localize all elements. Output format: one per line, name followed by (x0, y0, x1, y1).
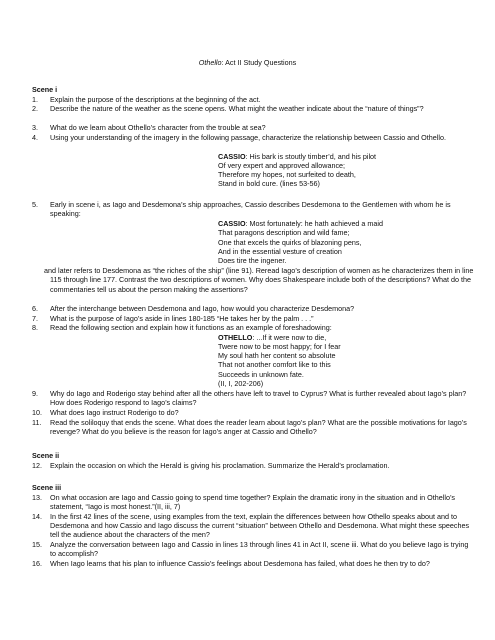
quote-line: Does tire the ingener. (218, 256, 287, 266)
question-number: 6. (32, 304, 38, 313)
quote-speaker: CASSIO (218, 219, 246, 228)
question-text: Read the soliloquy that ends the scene. What does the reader learn about Iago’s plan? What are the possible motivations for Iago’s revenge? What do you believe is the reason for Iago’s anger at Cassio and Othello? (50, 417, 467, 436)
question-number: 10. (32, 408, 42, 417)
question-2 (32, 104, 472, 113)
scene-ii-heading: Scene ii (32, 451, 60, 460)
question-text: What is the purpose of Iago’s aside in lines 180-185 “He takes her by the palm . . .” (50, 313, 314, 323)
quote-line: Succeeds in unknown fate. (218, 369, 304, 379)
question-number: 7. (32, 313, 38, 323)
title-rest: : Act II Study Questions (221, 58, 297, 67)
quote-line: (II, I, 202-206) (218, 378, 264, 388)
quote-line: Twere now to be most happy; for I fear (218, 341, 341, 351)
quote-line: Of very expert and approved allowance; (218, 160, 346, 170)
quote-line: That paragons description and wild fame; (218, 228, 350, 238)
quote-line (218, 219, 478, 228)
question-text: Why do Iago and Roderigo stay behind after all the others have left to travel to Cyprus? What is further revealed about Iago’s plan? How does Roderigo respond to Iago’s claims? (50, 389, 467, 408)
quote-cassio-maid (218, 219, 478, 265)
question-number: 11. (32, 417, 42, 427)
quote-text: : Most fortunately: he hath achieved a maid (245, 219, 384, 228)
question-10 (32, 408, 472, 417)
quote-text: : His bark is stoutly timber’d, and his pilot (245, 151, 377, 161)
scene-i-heading: Scene i (32, 85, 58, 94)
question-text: What does Iago instruct Roderigo to do? (50, 408, 179, 417)
question-text: What do we learn about Othello’s character from the trouble at sea? (50, 123, 266, 132)
question-4 (32, 133, 472, 142)
quote-text: : ...If it were now to die, (252, 332, 327, 342)
question-text: Using your understanding of the imagery in the following passage, characterize the relationship between Cassio and Othello. (50, 132, 446, 142)
question-1 (32, 95, 472, 104)
play-title: Othello (198, 58, 222, 67)
question-16 (32, 559, 472, 568)
question-number: 13. (32, 492, 42, 502)
quote-othello-die (218, 333, 478, 389)
question-number: 5. (32, 200, 38, 209)
question-3 (32, 123, 472, 132)
question-text: Early in scene i, as Iago and Desdemona’s ship approaches, Cassio describes Desdemona to the Gentlemen with whom he is speaking: (50, 200, 451, 219)
quote-speaker: OTHELLO (218, 332, 253, 342)
question-number: 1. (32, 94, 38, 104)
quote-line (218, 333, 478, 342)
question-5 (32, 200, 472, 219)
question-number: 15. (32, 540, 42, 549)
question-15 (32, 540, 472, 559)
quote-speaker: CASSIO (218, 151, 246, 161)
question-text: After the interchange between Desdemona and Iago, how would you characterize Desdemona? (50, 304, 355, 313)
quote-line: That not another comfort like to this (218, 360, 331, 370)
question-11 (32, 418, 472, 437)
scene-iii-heading: Scene iii (32, 483, 62, 492)
question-text: and later refers to Desdemona as “the riches of the ship” (line 91). Reread Iago’s description of women as he characterizes them in line 115 through line 177. Contrast the two descriptions of women. Why does Shakespeare include both of the descriptions? What do the commentaries tell us about the person making the assertions? (44, 266, 474, 294)
question-number: 12. (32, 460, 42, 470)
question-13 (32, 493, 472, 512)
quote-line: And in the essential vesture of creation (218, 246, 342, 256)
question-14 (32, 512, 472, 540)
question-text: Explain the occasion on which the Herald is giving his proclamation. Summarize the Herald’s proclamation. (50, 460, 390, 470)
question-text: Analyze the conversation between Iago and Cassio in lines 13 through lines 41 in Act II, scene iii. What do you believe Iago is trying to accomplish? (50, 540, 469, 559)
question-number: 2. (32, 104, 38, 113)
question-6 (32, 304, 472, 313)
question-5-continued (44, 266, 474, 294)
question-text: Read the following section and explain how it functions as an example of foreshadowing: (50, 323, 332, 332)
question-text: On what occasion are Iago and Cassio going to spend time together? Explain the dramatic irony in the situation and in Othello’s statement, “Iago is most honest.”(II, iii, 7) (50, 492, 456, 511)
question-number: 3. (32, 123, 38, 132)
question-text: Explain the purpose of the descriptions at the beginning of the act. (50, 94, 261, 104)
question-text: When Iago learns that his plan to influence Cassio’s feelings about Desdemona has failed, what does he then try to do? (50, 559, 430, 568)
question-number: 8. (32, 323, 38, 332)
question-number: 9. (32, 389, 38, 398)
question-8 (32, 323, 472, 332)
question-7 (32, 314, 472, 323)
question-number: 4. (32, 132, 38, 142)
quote-line: Stand in bold cure. (lines 53-56) (218, 179, 320, 189)
question-text: In the first 42 lines of the scene, using examples from the text, explain the differences between how Othello speaks about and to Desdemona and how Cassio and Iago discuss the current “situation” between Othello and Desdemona. What might these speeches tell the audience about the characters of the men? (50, 511, 470, 540)
question-9 (32, 389, 472, 408)
quote-line: Therefore my hopes, not surfeited to death, (218, 170, 356, 180)
quote-cassio-bark (218, 152, 478, 189)
quote-line: My soul hath her content so absolute (218, 351, 336, 361)
question-text: Describe the nature of the weather as the scene opens. What might the weather indicate about the “nature of things”? (50, 104, 424, 113)
question-number: 14. (32, 511, 42, 521)
page-title (0, 58, 495, 67)
question-number: 16. (32, 559, 42, 568)
quote-line: One that excels the quirks of blazoning pens, (218, 237, 362, 247)
quote-line (218, 152, 478, 161)
question-12 (32, 461, 472, 470)
